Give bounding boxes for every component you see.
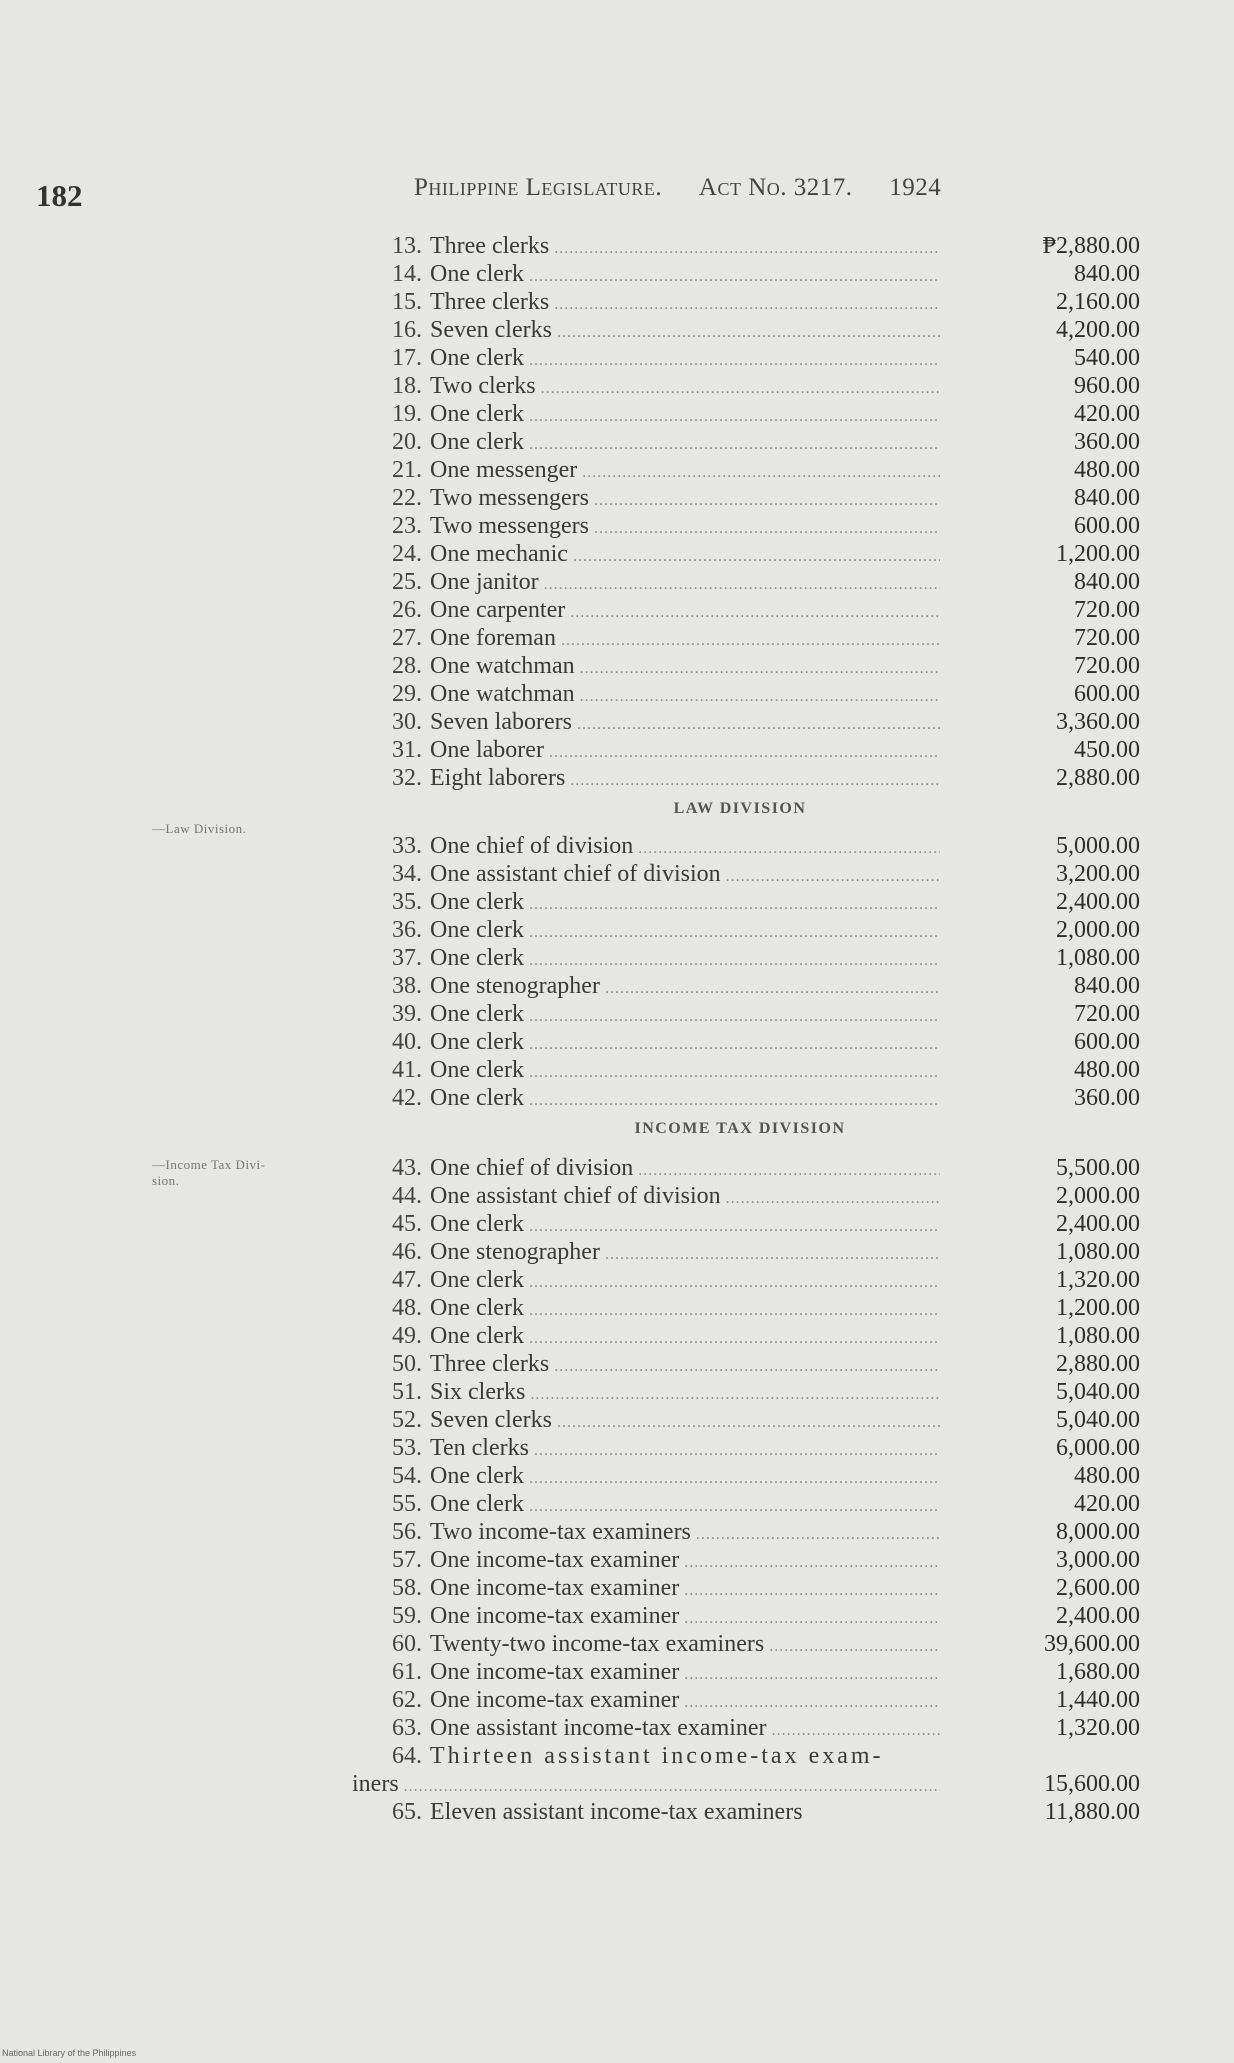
- list-item: [350, 1798, 1140, 1826]
- list-item: [350, 232, 1140, 260]
- list-item: [350, 1518, 1140, 1546]
- entry-description-wrap: [430, 680, 940, 711]
- entry-number: 38.: [392, 973, 422, 999]
- entry-description: One janitor .....: [430, 569, 940, 595]
- entry-description: One clerk .....: [430, 889, 940, 915]
- entry-description: One income-tax examiner .....: [430, 1575, 940, 1601]
- list-item: [350, 260, 1140, 288]
- entry-number: 48.: [392, 1295, 422, 1321]
- list-item: [350, 1462, 1140, 1490]
- list-item: [350, 1182, 1140, 1210]
- entry-number: 34.: [392, 861, 422, 887]
- entry-number: 27.: [392, 625, 422, 651]
- entry-description-wrap: [430, 1322, 940, 1353]
- margin-note-law-division: —Law Division.: [152, 821, 247, 836]
- entry-description-wrap: [430, 1350, 940, 1381]
- entry-amount: 840.00: [940, 260, 1140, 288]
- entry-number: 46.: [392, 1239, 422, 1265]
- entry-amount: 2,600.00: [940, 1574, 1140, 1602]
- entry-number: 57.: [392, 1547, 422, 1573]
- entry-description: One laborer .....: [430, 737, 940, 763]
- entry-description-wrap: [430, 1378, 940, 1409]
- entry-description: One clerk .....: [430, 1267, 940, 1293]
- entry-description-wrap: [430, 736, 940, 767]
- list-item: [350, 540, 1140, 568]
- margin-note-line: —Income Tax Divi-: [152, 1157, 266, 1172]
- entry-amount: 11,880.00: [940, 1798, 1140, 1826]
- entry-description-wrap: [430, 260, 940, 291]
- entry-amount: 1,680.00: [940, 1658, 1140, 1686]
- list-item: [350, 972, 1140, 1000]
- entry-description: One foreman .....: [430, 625, 940, 651]
- entry-amount: 15,600.00: [1044, 1771, 1140, 1797]
- entry-description: Three clerks .....: [430, 289, 940, 315]
- entry-number: 43.: [392, 1155, 422, 1181]
- entry-description-wrap: [430, 400, 940, 431]
- entry-description: One watchman .....: [430, 681, 940, 707]
- entry-amount: 600.00: [940, 680, 1140, 708]
- entry-description: Two messengers .....: [430, 485, 940, 511]
- entry-amount: 3,000.00: [940, 1546, 1140, 1574]
- entry-amount: 1,080.00: [940, 944, 1140, 972]
- entry-amount: 3,200.00: [940, 860, 1140, 888]
- entry-amount: 2,880.00: [940, 1350, 1140, 1378]
- entry-description-wrap: [430, 596, 940, 627]
- entry-description-wrap: [430, 232, 940, 263]
- entry-number: 49.: [392, 1323, 422, 1349]
- entry-number: 24.: [392, 541, 422, 567]
- entry-description-wrap: [430, 456, 940, 487]
- list-item: [350, 456, 1140, 484]
- entry-number: 35.: [392, 889, 422, 915]
- entry-number: 15.: [392, 289, 422, 315]
- page-number: 182: [36, 178, 83, 213]
- entry-number: 61.: [392, 1659, 422, 1685]
- entry-number: 29.: [392, 681, 422, 707]
- footer-credit: National Library of the Philippines: [2, 2048, 137, 2058]
- entry-amount: 840.00: [940, 972, 1140, 1000]
- section-heading-row: [350, 1112, 1140, 1154]
- list-item: [350, 372, 1140, 400]
- entry-description-wrap: [430, 764, 940, 795]
- entry-number: 13.: [392, 233, 422, 259]
- list-item: [350, 1056, 1140, 1084]
- list-item: [350, 1686, 1140, 1714]
- entry-number: 14.: [392, 261, 422, 287]
- entry-amount: 2,400.00: [940, 1210, 1140, 1238]
- list-item: [350, 1602, 1140, 1630]
- entry-amount: 3,360.00: [940, 708, 1140, 736]
- entry-description: One clerk .....: [430, 945, 940, 971]
- entry-description: Two clerks .....: [430, 373, 940, 399]
- list-item: [350, 1574, 1140, 1602]
- entry-amount: 960.00: [940, 372, 1140, 400]
- entry-description: Eight laborers .....: [430, 765, 940, 791]
- entries-top: [350, 232, 1140, 792]
- entry-number: 21.: [392, 457, 422, 483]
- entry-description: One income-tax examiner .....: [430, 1547, 940, 1573]
- entry-number: 25.: [392, 569, 422, 595]
- entry-number: 22.: [392, 485, 422, 511]
- entry-amount: 720.00: [940, 624, 1140, 652]
- list-item: [350, 288, 1140, 316]
- running-head: [414, 174, 941, 202]
- entry-description: One clerk .....: [430, 429, 940, 455]
- entry-amount: 6,000.00: [940, 1434, 1140, 1462]
- entry-description-wrap: [430, 1686, 940, 1717]
- entry-description-wrap: [430, 540, 940, 571]
- list-item: [350, 1294, 1140, 1322]
- entry-amount: 5,500.00: [940, 1154, 1140, 1182]
- entry-description-wrap: [430, 944, 940, 975]
- entry-number: 55.: [392, 1491, 422, 1517]
- entry-description: Eleven assistant income-tax examiners: [430, 1799, 803, 1825]
- entry-description: One clerk .....: [430, 1001, 940, 1027]
- entry-amount: ₱2,880.00: [940, 232, 1140, 260]
- entry-description-wrap: [430, 1658, 940, 1689]
- appropriation-list: [350, 232, 1140, 1826]
- entry-description: One income-tax examiner .....: [430, 1659, 940, 1685]
- entry-number: 28.: [392, 653, 422, 679]
- entry-number: 17.: [392, 345, 422, 371]
- list-item: [350, 344, 1140, 372]
- entry-amount: 8,000.00: [940, 1518, 1140, 1546]
- entry-number: 59.: [392, 1603, 422, 1629]
- entry-amount: 360.00: [940, 428, 1140, 456]
- entry-description: One clerk .....: [430, 1029, 940, 1055]
- entry-number: 50.: [392, 1351, 422, 1377]
- list-item: [350, 652, 1140, 680]
- entry-description: Twenty-two income-tax examiners .....: [430, 1631, 940, 1657]
- list-item: [350, 1000, 1140, 1028]
- section-heading-row: [350, 792, 1140, 832]
- margin-note-line: sion.: [152, 1173, 180, 1188]
- entry-amount: 420.00: [940, 1490, 1140, 1518]
- entry-description: One clerk .....: [430, 1085, 940, 1111]
- list-item: [350, 1350, 1140, 1378]
- entry-amount: 2,400.00: [940, 1602, 1140, 1630]
- entry-description: Three clerks .....: [430, 233, 940, 259]
- list-item: [350, 1028, 1140, 1056]
- entry-number: 52.: [392, 1407, 422, 1433]
- list-item: [350, 1714, 1140, 1742]
- list-item: [350, 1378, 1140, 1406]
- entry-description-wrap: [430, 1518, 940, 1549]
- entry-description-wrap: [430, 1182, 940, 1213]
- entry-description: One stenographer .....: [430, 973, 940, 999]
- entry-description-wrap: [430, 1028, 940, 1059]
- list-item: [350, 1658, 1140, 1686]
- entry-description-wrap: [430, 288, 940, 319]
- entry-description-wrap: [430, 484, 940, 515]
- entry-number: 26.: [392, 597, 422, 623]
- entry-description: Seven laborers .....: [430, 709, 940, 735]
- list-item: [350, 596, 1140, 624]
- entry-number: 44.: [392, 1183, 422, 1209]
- entry-amount: 1,320.00: [940, 1266, 1140, 1294]
- entry-description: Two messengers .....: [430, 513, 940, 539]
- entry-amount: 360.00: [940, 1084, 1140, 1112]
- entry-description-wrap: [430, 1406, 940, 1437]
- entry-description: One clerk .....: [430, 1211, 940, 1237]
- list-item: [350, 736, 1140, 764]
- entry-description: One clerk .....: [430, 1057, 940, 1083]
- entry-description-wrap: [430, 1490, 940, 1521]
- entry-number: 19.: [392, 401, 422, 427]
- list-item: [350, 1322, 1140, 1350]
- entries-law-division: [350, 832, 1140, 1112]
- entry-amount: 480.00: [940, 456, 1140, 484]
- entry-description-wrap: [430, 708, 940, 739]
- entry-description-wrap: [430, 512, 940, 543]
- entry-amount: 840.00: [940, 484, 1140, 512]
- entry-description: Two income-tax examiners .....: [430, 1519, 940, 1545]
- entry-amount: 720.00: [940, 1000, 1140, 1028]
- entry-description-wrap: [430, 568, 940, 599]
- entry-number: 40.: [392, 1029, 422, 1055]
- entry-description: One assistant chief of division .....: [430, 1183, 940, 1209]
- entry-description: One income-tax examiner .....: [430, 1603, 940, 1629]
- entry-number: 65.: [392, 1799, 422, 1825]
- entry-amount: 720.00: [940, 652, 1140, 680]
- list-item: [350, 1210, 1140, 1238]
- entry-description-wrap: [430, 888, 940, 919]
- entries-income-tax-division: [350, 1154, 1140, 1742]
- entry-description: Six clerks .....: [430, 1379, 940, 1405]
- list-item: [350, 680, 1140, 708]
- entry-description-wrap: [430, 832, 940, 863]
- entry-description: One income-tax examiner .....: [430, 1687, 940, 1713]
- entry-amount: 2,000.00: [940, 1182, 1140, 1210]
- list-item: [350, 1238, 1140, 1266]
- entry-number: 32.: [392, 765, 422, 791]
- entry-description-wrap: [430, 1266, 940, 1297]
- entry-description-wrap: [430, 1434, 940, 1465]
- entry-number: 41.: [392, 1057, 422, 1083]
- list-item: [350, 1742, 1140, 1770]
- entry-amount: 2,000.00: [940, 916, 1140, 944]
- entry-description-wrap: [430, 1294, 940, 1325]
- entry-description: One chief of division .....: [430, 1155, 940, 1181]
- entry-amount: 5,040.00: [940, 1406, 1140, 1434]
- entry-description-wrap: [430, 652, 940, 683]
- list-item: [350, 860, 1140, 888]
- entry-amount: 1,200.00: [940, 1294, 1140, 1322]
- list-item: [350, 1630, 1140, 1658]
- running-head-act: Act No. 3217.: [698, 174, 853, 201]
- running-head-title: Philippine Legislature.: [414, 174, 663, 201]
- entry-amount: 5,000.00: [940, 832, 1140, 860]
- entry-number: 47.: [392, 1267, 422, 1293]
- entry-amount: 720.00: [940, 596, 1140, 624]
- entry-description-wrap: [430, 860, 940, 891]
- entry-amount: 540.00: [940, 344, 1140, 372]
- list-item: [350, 832, 1140, 860]
- entry-description: Thirteen assistant income-tax exam-: [430, 1743, 884, 1769]
- entry-description: One messenger .....: [430, 457, 940, 483]
- entry-amount: 2,160.00: [940, 288, 1140, 316]
- list-item: [350, 764, 1140, 792]
- entry-number: 39.: [392, 1001, 422, 1027]
- entry-description: One clerk .....: [430, 1323, 940, 1349]
- entry-description: One clerk .....: [430, 1491, 940, 1517]
- list-item: [350, 484, 1140, 512]
- entry-description-wrap: [430, 624, 940, 655]
- entry-amount: 420.00: [940, 400, 1140, 428]
- list-item: [350, 428, 1140, 456]
- entry-number: 36.: [392, 917, 422, 943]
- entry-amount: 2,400.00: [940, 888, 1140, 916]
- entry-description-wrap: [430, 316, 940, 347]
- entry-description-wrap: [430, 1602, 940, 1633]
- running-head-year: 1924: [889, 174, 942, 201]
- entry-description-wrap: [430, 1000, 940, 1031]
- entry-amount: 1,200.00: [940, 540, 1140, 568]
- entry-number: 54.: [392, 1463, 422, 1489]
- entry-number: 58.: [392, 1575, 422, 1601]
- entry-description: One chief of division .....: [430, 833, 940, 859]
- entry-description-continued: iners .....: [352, 1771, 940, 1797]
- entry-description-wrap: [430, 372, 940, 403]
- entry-description: One mechanic .....: [430, 541, 940, 567]
- entry-description-wrap: [430, 1056, 940, 1087]
- entry-description-wrap: [430, 972, 940, 1003]
- entry-description: Three clerks .....: [430, 1351, 940, 1377]
- entry-description-wrap: [430, 1462, 940, 1493]
- entry-number: 56.: [392, 1519, 422, 1545]
- entry-description: One clerk .....: [430, 345, 940, 371]
- entry-description-wrap: [430, 1210, 940, 1241]
- entry-description-wrap: [430, 1546, 940, 1577]
- entry-amount: 480.00: [940, 1056, 1140, 1084]
- entry-description-wrap: [430, 1574, 940, 1605]
- entry-number: 23.: [392, 513, 422, 539]
- list-item: [350, 1434, 1140, 1462]
- entry-description: One assistant income-tax examiner .....: [430, 1715, 940, 1741]
- entry-description-wrap: [430, 1084, 940, 1115]
- list-item: [350, 1266, 1140, 1294]
- entry-number: 64.: [392, 1743, 422, 1769]
- entry-description: One watchman .....: [430, 653, 940, 679]
- entry-amount: 600.00: [940, 1028, 1140, 1056]
- entry-number: 30.: [392, 709, 422, 735]
- entry-description: Seven clerks .....: [430, 317, 940, 343]
- entry-amount: 1,320.00: [940, 1714, 1140, 1742]
- entry-amount: 1,080.00: [940, 1322, 1140, 1350]
- entry-amount: 840.00: [940, 568, 1140, 596]
- entry-amount: 1,080.00: [940, 1238, 1140, 1266]
- list-item: [350, 888, 1140, 916]
- entry-description-wrap: [430, 344, 940, 375]
- list-item: [350, 1490, 1140, 1518]
- list-item: [350, 1546, 1140, 1574]
- list-item-continuation: [350, 1770, 1140, 1798]
- entry-description: Seven clerks .....: [430, 1407, 940, 1433]
- list-item: [350, 708, 1140, 736]
- list-item: [350, 1406, 1140, 1434]
- entry-description-wrap: [430, 1154, 940, 1185]
- entry-description: One stenographer .....: [430, 1239, 940, 1265]
- entry-number: 53.: [392, 1435, 422, 1461]
- section-heading-income-tax-division: INCOME TAX DIVISION: [634, 1120, 846, 1137]
- entry-description: One carpenter .....: [430, 597, 940, 623]
- list-item: [350, 512, 1140, 540]
- entry-amount: 5,040.00: [940, 1378, 1140, 1406]
- entry-description: One assistant chief of division .....: [430, 861, 940, 887]
- list-item: [350, 1154, 1140, 1182]
- list-item: [350, 316, 1140, 344]
- entry-description: One clerk .....: [430, 1295, 940, 1321]
- entry-description: One clerk .....: [430, 401, 940, 427]
- entry-description-wrap: [430, 1630, 940, 1661]
- entry-number: 33.: [392, 833, 422, 859]
- entry-number: 62.: [392, 1687, 422, 1713]
- entry-number: 37.: [392, 945, 422, 971]
- entry-description: Ten clerks .....: [430, 1435, 940, 1461]
- list-item: [350, 568, 1140, 596]
- entry-number: 51.: [392, 1379, 422, 1405]
- entry-number: 31.: [392, 737, 422, 763]
- entry-number: 16.: [392, 317, 422, 343]
- entry-amount: 450.00: [940, 736, 1140, 764]
- entry-amount: 2,880.00: [940, 764, 1140, 792]
- entry-number: 20.: [392, 429, 422, 455]
- entry-description-wrap: [430, 428, 940, 459]
- entry-amount: 1,440.00: [940, 1686, 1140, 1714]
- list-item: [350, 944, 1140, 972]
- entry-description: One clerk .....: [430, 917, 940, 943]
- entry-description: One clerk .....: [430, 261, 940, 287]
- entry-description: One clerk .....: [430, 1463, 940, 1489]
- entry-amount: 600.00: [940, 512, 1140, 540]
- entry-amount: 4,200.00: [940, 316, 1140, 344]
- entry-description-wrap: [430, 1238, 940, 1269]
- entry-amount: 39,600.00: [940, 1630, 1140, 1658]
- entry-number: 42.: [392, 1085, 422, 1111]
- entry-amount: 480.00: [940, 1462, 1140, 1490]
- entry-number: 45.: [392, 1211, 422, 1237]
- list-item: [350, 1084, 1140, 1112]
- list-item: [350, 624, 1140, 652]
- list-item: [350, 400, 1140, 428]
- entry-description-wrap: [430, 916, 940, 947]
- entry-number: 18.: [392, 373, 422, 399]
- section-heading-law-division: LAW DIVISION: [673, 800, 807, 817]
- entry-number: 63.: [392, 1715, 422, 1741]
- margin-note-income-tax-division: [152, 1157, 352, 1189]
- entry-description-wrap: [430, 1714, 940, 1745]
- entry-number: 60.: [392, 1631, 422, 1657]
- list-item: [350, 916, 1140, 944]
